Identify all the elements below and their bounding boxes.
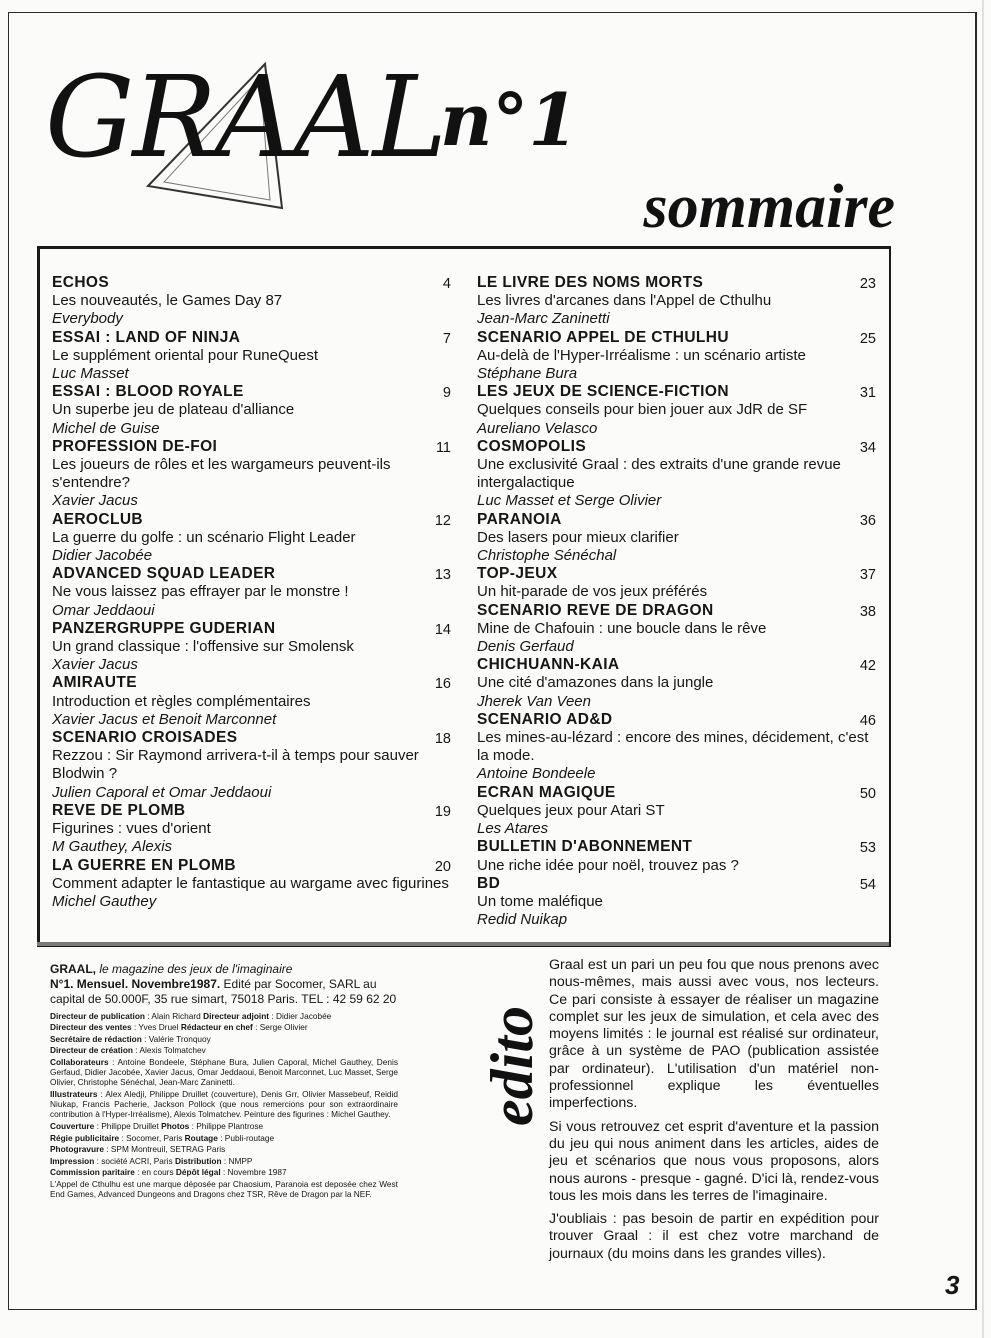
toc-entry-title: LES JEUX DE SCIENCE-FICTION — [477, 383, 729, 401]
toc-entry-page: 9 — [442, 385, 451, 402]
credit-label: Couverture — [50, 1120, 95, 1131]
toc-entry-title: ECHOS — [52, 274, 110, 291]
credit-label: Dépôt légal — [175, 1167, 221, 1178]
toc-entry-title: TOP-JEUX — [477, 565, 558, 583]
toc-entry — [477, 875, 879, 930]
toc-entry-description: Figurines : vues d'orient — [52, 820, 211, 838]
toc-entry-page: 18 — [434, 731, 451, 748]
toc-entry-author: Denis Gerfaud — [477, 638, 574, 656]
credit-value: : SPM Montreuil, SETRAG Paris — [106, 1144, 226, 1155]
toc-entry-title: SCENARIO AD&D — [477, 710, 613, 728]
credit-line — [50, 1121, 398, 1131]
credit-label: Photos — [161, 1120, 190, 1131]
toc-entry-page: 20 — [434, 858, 451, 875]
edito-body — [549, 957, 879, 1269]
toc-entry-author: Omar Jeddaoui — [52, 601, 155, 619]
magazine-name: GRAAL, — [50, 962, 96, 976]
toc-entry-description: Une riche idée pour noël, trouvez pas ? — [477, 856, 739, 874]
toc-entry-page: 31 — [859, 385, 876, 402]
toc-entry — [52, 729, 454, 802]
credit-value: : Valérie Tronquoy — [144, 1033, 211, 1044]
edito-heading-text: edito — [479, 1006, 545, 1126]
toc-entry-page: 34 — [859, 439, 876, 456]
credit-value: : Philippe Druillet — [96, 1120, 159, 1131]
toc-entry-page: 12 — [434, 512, 451, 529]
toc-entry-page: 42 — [859, 658, 876, 675]
toc-entry-title: ADVANCED SQUAD LEADER — [52, 565, 276, 583]
toc-entry-page: 36 — [859, 512, 876, 529]
credit-label: Photogravure — [50, 1144, 104, 1155]
toc-entry-author: Christophe Sénéchal — [477, 547, 617, 565]
issue-line: N°1. Mensuel. Novembre1987. — [50, 977, 221, 992]
toc-entry-title: BD — [477, 874, 501, 892]
toc-entry-description: Quelques conseils pour bien jouer aux JdR de SF — [477, 401, 808, 419]
toc-entry-description: Une exclusivité Graal : des extraits d'une grande revue intergalactique — [477, 456, 841, 492]
page-number: 3 — [945, 1270, 960, 1300]
toc-entry-author: Julien Caporal et Omar Jeddaoui — [52, 783, 272, 801]
credit-line — [50, 1144, 398, 1154]
toc-entry — [477, 602, 879, 657]
credit-line — [50, 1011, 398, 1021]
toc-entry — [52, 329, 454, 384]
toc-entry-page: 46 — [859, 712, 876, 729]
toc-entry-page: 53 — [859, 840, 876, 857]
toc-entry-title: COSMOPOLIS — [477, 437, 587, 455]
credit-label: Commission paritaire — [50, 1167, 135, 1178]
toc-entry-description: Comment adapter le fantastique au wargame avec figurines — [52, 874, 449, 892]
toc-entry-author: Aureliano Velasco — [477, 419, 598, 437]
toc-entry-author: Jean-Marc Zaninetti — [477, 310, 610, 328]
toc-entry-title: ESSAI : BLOOD ROYALE — [52, 383, 244, 401]
toc-entry — [477, 329, 879, 384]
credit-value: : Novembre 1987 — [222, 1167, 287, 1178]
toc-entry-author: Antoine Bondeele — [477, 765, 596, 783]
toc-entry-title: SCENARIO CROISADES — [52, 729, 238, 747]
toc-entry — [52, 674, 454, 729]
toc-entry-title: BULLETIN D'ABONNEMENT — [477, 838, 693, 856]
toc-entry — [477, 438, 879, 511]
toc-entry-title: LA GUERRE EN PLOMB — [52, 856, 237, 874]
credit-line — [50, 1156, 398, 1166]
magazine-tagline: le magazine des jeux de l'imaginaire — [99, 962, 293, 976]
toc-entry-title: REVE DE PLOMB — [52, 801, 186, 819]
edito-heading — [479, 966, 548, 1126]
toc-entry-description: Au-delà de l'Hyper-Irréalisme : un scénario artiste — [477, 346, 806, 364]
toc-entry-title: LE LIVRE DES NOMS MORTS — [477, 274, 704, 291]
toc-entry-page: 13 — [434, 567, 451, 584]
toc-entry-title: AMIRAUTE — [52, 674, 137, 692]
toc-right-column — [477, 274, 879, 929]
toc-entry — [52, 383, 454, 438]
toc-entry-title: PANZERGRUPPE GUDERIAN — [52, 619, 276, 637]
toc-entry-page: 25 — [859, 330, 876, 347]
toc-entry-title: ESSAI : LAND OF NINJA — [52, 328, 241, 346]
toc-entry-description: Rezzou : Sir Raymond arrivera-t-il à temps pour sauver Blodwin ? — [52, 747, 419, 783]
toc-entry-author: Luc Masset — [52, 365, 129, 383]
credit-label: Directeur de création — [50, 1045, 133, 1056]
toc-entry-page: 4 — [442, 276, 451, 292]
toc-left-column — [52, 274, 454, 911]
toc-entry-author: Everybody — [52, 310, 123, 328]
publisher-line: Edité par Socomer, SARL au capital de 50.000F, 35 rue simart, 75018 Paris. TEL : 42 59 62 20 — [50, 977, 397, 1007]
credit-value: : Philippe Plantrose — [191, 1120, 264, 1131]
toc-entry-author: Luc Masset et Serge Olivier — [477, 492, 662, 510]
toc-entry-description: Mine de Chafouin : une boucle dans le rêve — [477, 619, 767, 637]
toc-entry-page: 11 — [435, 439, 451, 456]
credit-line — [50, 1022, 398, 1032]
credit-label: Régie publicitaire — [50, 1132, 120, 1143]
toc-entry-description: Des lasers pour mieux clarifier — [477, 528, 679, 546]
credit-label: Rédacteur en chef — [180, 1022, 253, 1033]
toc-entry — [52, 802, 454, 857]
credit-line — [50, 1034, 398, 1044]
credit-line — [50, 1133, 398, 1143]
credit-label: Illustrateurs — [50, 1088, 98, 1099]
toc-entry-author: Jherek Van Veen — [477, 692, 591, 710]
toc-entry-author: Les Atares — [477, 820, 549, 838]
toc-entry-description: Un grand classique : l'offensive sur Smolensk — [52, 638, 354, 656]
toc-entry-description: La guerre du golfe : un scénario Flight Leader — [52, 528, 356, 546]
toc-entry-author: Xavier Jacus et Benoit Marconnet — [52, 710, 277, 728]
credit-value: : Publi-routage — [220, 1132, 275, 1143]
credit-value: : Didier Jacobée — [271, 1010, 332, 1021]
toc-entry-author: Stéphane Bura — [477, 365, 578, 383]
toc-entry-description: Un hit-parade de vos jeux préférés — [477, 583, 708, 601]
toc-entry-title: AEROCLUB — [52, 510, 144, 528]
masthead-info — [50, 962, 398, 1008]
toc-entry-page: 23 — [859, 276, 876, 292]
toc-entry-page: 50 — [859, 785, 876, 802]
toc-entry — [52, 857, 454, 912]
toc-entry — [52, 274, 454, 329]
credit-value: : Antoine Bondeele, Stéphane Bura, Julien Caporal, Michel Gauthey, Denis Gerfaud, Didier Jacobée, Xavier Jacus, Omar Jeddaoui, Benoit Marconnet, Luc Masset, Serge Olivier, Christophe Sénéchal, Jean-Marc Zaninetti. — [50, 1056, 398, 1088]
toc-entry-title: CHICHUANN-KAIA — [477, 656, 620, 674]
credit-line — [50, 1057, 398, 1088]
toc-entry-author: Didier Jacobée — [52, 547, 153, 565]
edito-paragraph: Si vous retrouvez cet esprit d'aventure et la passion du jeu qui nous animent dans les articles, aides de jeu et scénarios que nous vous proposons, alors nous aurons - presque - gagné. D'ici là, rendez-vous tous les mois dans les terres de l'imaginaire. — [549, 1118, 879, 1204]
toc-entry — [477, 274, 879, 329]
toc-entry-description: Quelques jeux pour Atari ST — [477, 801, 665, 819]
toc-entry-author: Michel de Guise — [52, 419, 160, 437]
toc-entry — [477, 711, 879, 784]
issue-number: n°1 — [440, 77, 579, 162]
toc-entry — [477, 656, 879, 711]
credit-label: Routage — [184, 1132, 218, 1143]
toc-entry-page: 54 — [859, 876, 876, 893]
toc-entry — [52, 511, 454, 566]
edito-paragraph: Graal est un pari un peu fou que nous prenons avec nous-mêmes, mais aussi avec vous, nos lecteurs. Ce pari consiste à essayer de réaliser un magazine complet sur les jeux de simulation, et cela avec des moyens limités : le journal est réalisé sur ordinateur, grâce à un système de PAO (publication assistée par ordinateur). L'utilisation d'un matériel non-professionnel explique les éventuelles imperfections. — [549, 957, 879, 1112]
credit-label: Directeur de publication — [50, 1010, 145, 1021]
section-title: sommaire — [643, 173, 895, 241]
credit-rows — [50, 1011, 398, 1178]
toc-entry-page: 14 — [434, 621, 451, 638]
toc-entry-author: Xavier Jacus — [52, 492, 138, 510]
toc-entry-author: Redid Nuikap — [477, 911, 568, 929]
credit-label: Distribution — [174, 1155, 222, 1166]
toc-entry-author: Xavier Jacus — [52, 656, 138, 674]
toc-entry-description: Une cité d'amazones dans la jungle — [477, 674, 714, 692]
toc-box-shadow — [37, 942, 889, 946]
toc-entry-description: Un superbe jeu de plateau d'alliance — [52, 401, 295, 419]
credit-value: : Serge Olivier — [255, 1022, 308, 1033]
page-edge-shadow — [982, 0, 984, 1338]
toc-entry — [52, 620, 454, 675]
credit-line — [50, 1045, 398, 1055]
credit-value: : société ACRI, Paris — [96, 1155, 173, 1166]
toc-entry-page: 16 — [434, 676, 451, 693]
credit-value: : en cours — [137, 1167, 174, 1178]
toc-entry — [477, 838, 879, 874]
toc-entry-page: 19 — [434, 803, 451, 820]
credit-label: Directeur adjoint — [203, 1010, 270, 1021]
toc-entry-description: Introduction et règles complémentaires — [52, 692, 311, 710]
toc-entry-title: SCENARIO APPEL DE CTHULHU — [477, 328, 729, 346]
magazine-logo: GRAAL — [45, 53, 445, 183]
toc-entry — [52, 565, 454, 620]
toc-entry — [52, 438, 454, 511]
toc-entry — [477, 784, 879, 839]
toc-entry-title: PARANOIA — [477, 510, 562, 528]
credit-line — [50, 1089, 398, 1120]
toc-entry-page: 37 — [859, 567, 876, 584]
toc-entry-title: ECRAN MAGIQUE — [477, 783, 616, 801]
toc-entry-description: Les mines-au-lézard : encore des mines, décidement, c'est la mode. — [477, 729, 869, 765]
toc-entry-page: 38 — [859, 603, 876, 620]
toc-entry-title: PROFESSION DE-FOI — [52, 437, 218, 455]
toc-entry-description: Les nouveautés, le Games Day 87 — [52, 292, 283, 310]
credit-value: : Alex Aledji, Philippe Druillet (couverture), Denis Grr, Olivier Massebeuf, Reidid Niukap, Francis Pacherie, Jackson Pollock (que nous remercions pour son extraordinaire contribution à l'Hyper-Irréalisme), Alexis Tolmatchev. Peinture des figurines : Michel Gauthey. — [50, 1088, 398, 1120]
toc-entry-author: Michel Gauthey — [52, 892, 157, 910]
toc-entry — [477, 565, 879, 601]
credit-value: : Socomer, Paris — [121, 1132, 183, 1143]
credit-value: : Yves Druel — [133, 1022, 179, 1033]
toc-entry-description: Le supplément oriental pour RuneQuest — [52, 346, 319, 364]
credit-label: Directeur des ventes — [50, 1022, 132, 1033]
toc-entry-description: Les joueurs de rôles et les wargameurs peuvent-ils s'entendre? — [52, 456, 391, 492]
toc-entry-author: M Gauthey, Alexis — [52, 838, 173, 856]
toc-entry-page: 7 — [442, 330, 451, 347]
credit-label: Impression — [50, 1155, 95, 1166]
toc-entry-title: SCENARIO REVE DE DRAGON — [477, 601, 714, 619]
toc-entry-description: Un tome maléfique — [477, 892, 603, 910]
credit-label: Collaborateurs — [50, 1056, 109, 1067]
credit-line — [50, 1167, 398, 1177]
credit-value: : Alexis Tolmatchev — [135, 1045, 206, 1056]
credit-label: Secrétaire de rédaction — [50, 1033, 142, 1044]
toc-entry — [477, 383, 879, 438]
toc-entry-description: Les livres d'arcanes dans l'Appel de Cthulhu — [477, 292, 772, 310]
toc-entry — [477, 511, 879, 566]
toc-entry-description: Ne vous laissez pas effrayer par le monstre ! — [52, 583, 349, 601]
credits-block — [50, 962, 398, 1201]
credit-value: : Alain Richard — [147, 1010, 201, 1021]
edito-paragraph: J'oubliais : pas besoin de partir en expédition pour trouver Graal : il est chez votre marchand de journaux (du moins dans les grandes villes). — [549, 1211, 879, 1262]
trademark-note: L'Appel de Cthulhu est une marque déposée par Chaosium, Paranoia est deposée chez West End Games, Advanced Dungeons and Dragons chez TSR, Rêve de Dragon par la NEF. — [50, 1178, 398, 1200]
credit-value: : NMPP — [223, 1155, 253, 1166]
